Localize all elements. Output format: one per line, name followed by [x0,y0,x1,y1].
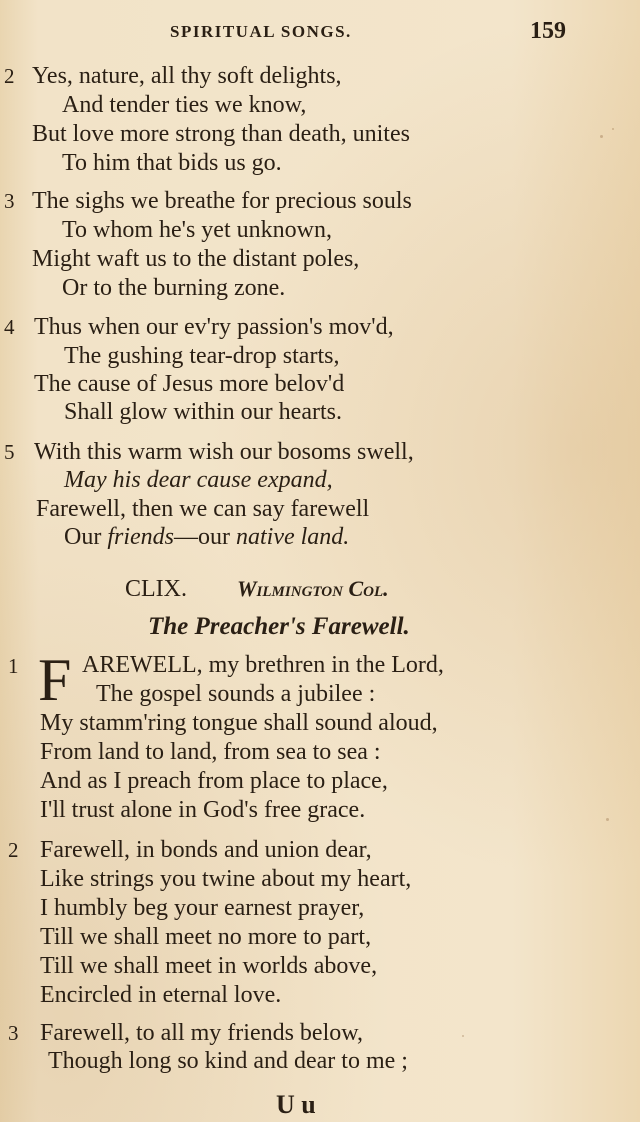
verse-line: The cause of Jesus more belov'd [34,371,345,397]
verse-line: Might waft us to the distant poles, [32,246,360,272]
verse-line: Farewell, to all my friends below, [40,1020,364,1046]
tune-name: Wilmington Col. [237,576,389,601]
page-number: 159 [530,18,566,44]
verse-line: Till we shall meet no more to part, [40,924,372,950]
verse-italic: native land. [236,524,350,550]
verse-text: —our [174,524,236,550]
verse-line: Yes, nature, all thy soft delights, [32,63,342,89]
verse-line: Thus when our ev'ry passion's mov'd, [34,314,394,340]
signature-mark: U u [276,1090,316,1119]
verse-line: AREWELL, my brethren in the Lord, [82,652,444,678]
page-header [0,18,640,48]
verse-line: And tender ties we know, [62,92,307,118]
verse-line: The gushing tear-drop starts, [64,343,340,369]
verse-line [64,523,349,552]
foxing-speck [462,1035,464,1037]
stanza-number: 2 [4,64,15,88]
verse-line: Or to the burning zone. [62,275,286,301]
foxing-speck [606,818,609,821]
verse-line: Like strings you twine about my heart, [40,866,412,892]
hymn-heading [0,572,640,606]
drop-cap: F [38,647,72,713]
stanza-number: 2 [8,838,19,862]
verse-line: Farewell, then we can say farewell [36,496,370,522]
stanza-number: 5 [4,440,15,464]
verse-line: Farewell, in bonds and union dear, [40,837,372,863]
stanza-number: 3 [4,189,15,213]
stanza-number: 1 [8,654,19,678]
verse-line: But love more strong than death, unites [32,121,410,147]
verse-line: The sighs we breathe for precious souls [32,188,412,214]
running-head: SPIRITUAL SONGS. [170,22,352,41]
verse-line: I'll trust alone in God's free grace. [40,797,366,823]
foxing-speck [612,128,614,130]
verse-line: And as I preach from place to place, [40,768,388,794]
foxing-speck [600,135,603,138]
verse-line: The gospel sounds a jubilee : [96,681,376,707]
verse-line: With this warm wish our bosoms swell, [34,439,414,465]
verse-line: Till we shall meet in worlds above, [40,953,378,979]
stanza-number: 3 [8,1021,19,1045]
verse-line: From land to land, from sea to sea : [40,739,381,765]
hymn-number: CLIX. [125,576,187,602]
hymn-title: The Preacher's Farewell. [148,613,410,640]
verse-line: May his dear cause expand, [64,467,333,493]
verse-line: To him that bids us go. [62,150,282,176]
stanza-number: 4 [4,315,15,339]
verse-line: I humbly beg your earnest prayer, [40,895,365,921]
verse-italic: friends [107,524,174,550]
verse-line: My stamm'ring tongue shall sound aloud, [40,710,438,736]
verse-line: To whom he's yet unknown, [62,217,332,243]
verse-text: Our [64,524,108,550]
verse-line: Though long so kind and dear to me ; [48,1048,408,1074]
verse-line: Shall glow within our hearts. [64,399,342,425]
verse-line: Encircled in eternal love. [40,982,282,1008]
